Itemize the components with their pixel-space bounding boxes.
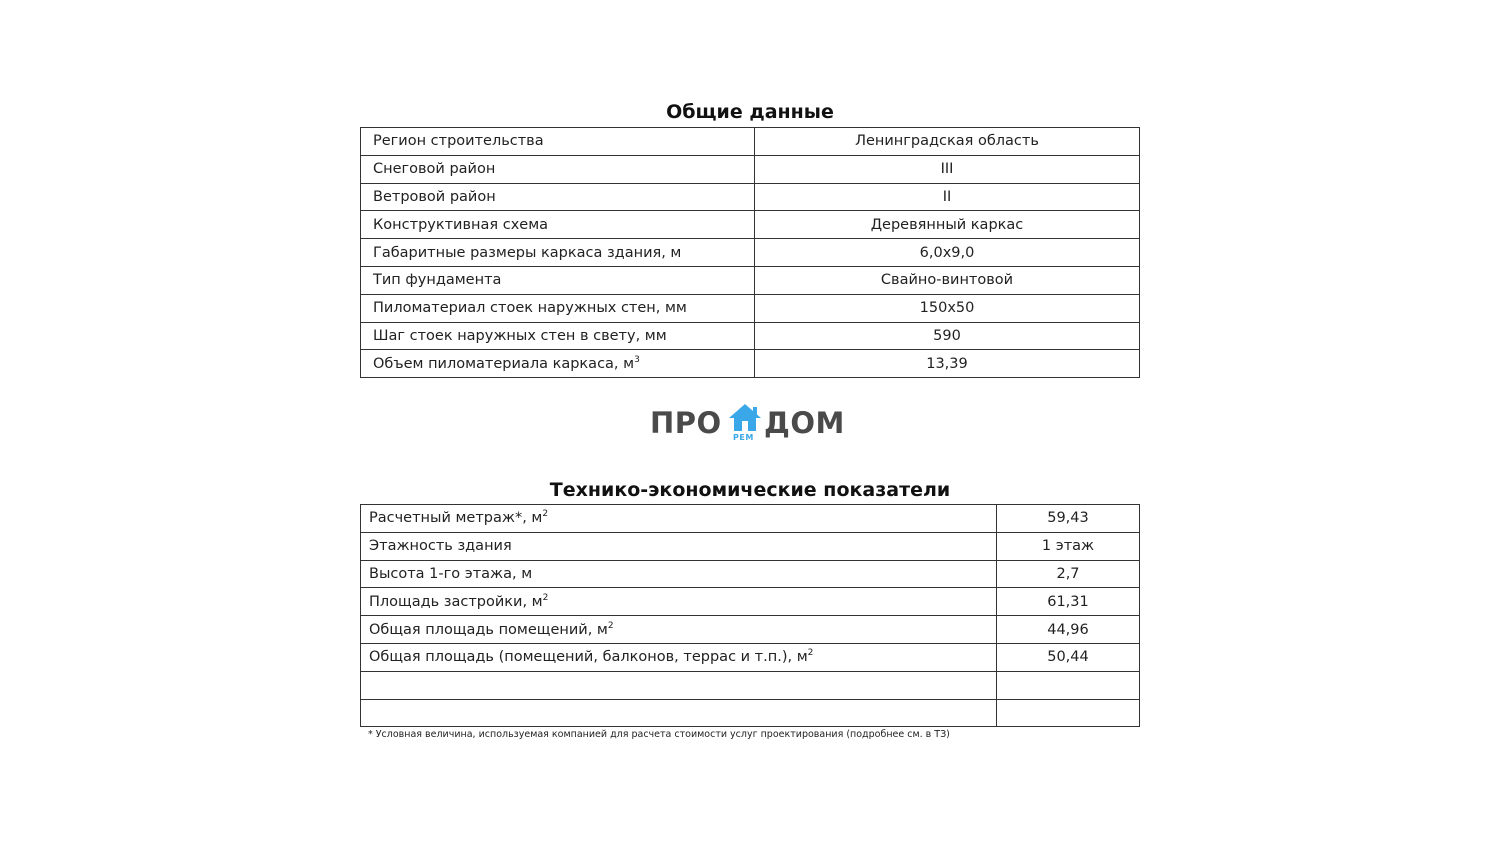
table-row bbox=[361, 350, 1140, 378]
row-value: Ленинградская область bbox=[755, 128, 1140, 156]
row-value: 61,31 bbox=[997, 588, 1140, 616]
row-label: Снеговой район bbox=[361, 155, 755, 183]
row-label-text: Объем пиломатериала каркаса, м bbox=[373, 355, 635, 372]
row-value: Свайно-винтовой bbox=[755, 266, 1140, 294]
general-data-table bbox=[360, 127, 1140, 378]
unit-superscript: 2 bbox=[607, 620, 614, 631]
table-row bbox=[361, 128, 1140, 156]
table-row bbox=[361, 294, 1140, 322]
table-row bbox=[361, 211, 1140, 239]
footnote: * Условная величина, используемая компанией для расчета стоимости услуг проектирования (подробнее см. в ТЗ) bbox=[368, 729, 950, 740]
table-row-empty bbox=[361, 671, 1140, 699]
table-row bbox=[361, 532, 1140, 560]
tech-indicators-table bbox=[360, 504, 1140, 727]
row-label: Регион строительства bbox=[361, 128, 755, 156]
row-label: Конструктивная схема bbox=[361, 211, 755, 239]
row-label bbox=[361, 616, 997, 644]
table-row bbox=[361, 505, 1140, 533]
row-value: Деревянный каркас bbox=[755, 211, 1140, 239]
row-label bbox=[361, 643, 997, 671]
row-value: III bbox=[755, 155, 1140, 183]
row-value: 1 этаж bbox=[997, 532, 1140, 560]
row-label: Пиломатериал стоек наружных стен, мм bbox=[361, 294, 755, 322]
tech-indicators-title: Технико-экономические показатели bbox=[549, 479, 951, 501]
row-label bbox=[361, 350, 755, 378]
row-label: Тип фундамента bbox=[361, 266, 755, 294]
company-logo bbox=[648, 402, 852, 446]
row-value: 150х50 bbox=[755, 294, 1140, 322]
table-row bbox=[361, 616, 1140, 644]
row-label-text: Общая площадь (помещений, балконов, террас и т.п.), м bbox=[369, 649, 808, 666]
row-label: Этажность здания bbox=[361, 532, 997, 560]
row-value: 6,0х9,0 bbox=[755, 239, 1140, 267]
logo-text-right: ДОМ bbox=[764, 406, 845, 440]
row-label: Габаритные размеры каркаса здания, м bbox=[361, 239, 755, 267]
row-value: 59,43 bbox=[997, 505, 1140, 533]
row-label: Высота 1-го этажа, м bbox=[361, 560, 997, 588]
table-row bbox=[361, 266, 1140, 294]
row-label: Ветровой район bbox=[361, 183, 755, 211]
row-label-text: Площадь застройки, м bbox=[369, 593, 543, 610]
row-value: 2,7 bbox=[997, 560, 1140, 588]
row-label bbox=[361, 699, 997, 727]
row-value bbox=[997, 699, 1140, 727]
row-label bbox=[361, 505, 997, 533]
row-value: 13,39 bbox=[755, 350, 1140, 378]
row-label-text: Расчетный метраж*, м bbox=[369, 510, 543, 527]
logo-subtext: РЕМ bbox=[733, 433, 754, 442]
general-data-title: Общие данные bbox=[666, 101, 834, 123]
row-value: 44,96 bbox=[997, 616, 1140, 644]
table-row bbox=[361, 643, 1140, 671]
table-row bbox=[361, 588, 1140, 616]
row-label-text: Общая площадь помещений, м bbox=[369, 621, 608, 638]
table-row bbox=[361, 155, 1140, 183]
house-icon bbox=[728, 403, 762, 433]
unit-superscript: 2 bbox=[542, 509, 549, 520]
unit-superscript: 2 bbox=[807, 648, 814, 659]
table-row bbox=[361, 239, 1140, 267]
row-label bbox=[361, 588, 997, 616]
row-value: 50,44 bbox=[997, 643, 1140, 671]
unit-superscript: 2 bbox=[542, 592, 549, 603]
row-label: Шаг стоек наружных стен в свету, мм bbox=[361, 322, 755, 350]
row-label bbox=[361, 671, 997, 699]
table-row bbox=[361, 183, 1140, 211]
row-value: II bbox=[755, 183, 1140, 211]
table-row bbox=[361, 322, 1140, 350]
table-row-empty bbox=[361, 699, 1140, 727]
logo-text-left: ПРО bbox=[650, 406, 722, 440]
row-value: 590 bbox=[755, 322, 1140, 350]
table-row bbox=[361, 560, 1140, 588]
row-value bbox=[997, 671, 1140, 699]
unit-superscript: 3 bbox=[634, 354, 640, 365]
